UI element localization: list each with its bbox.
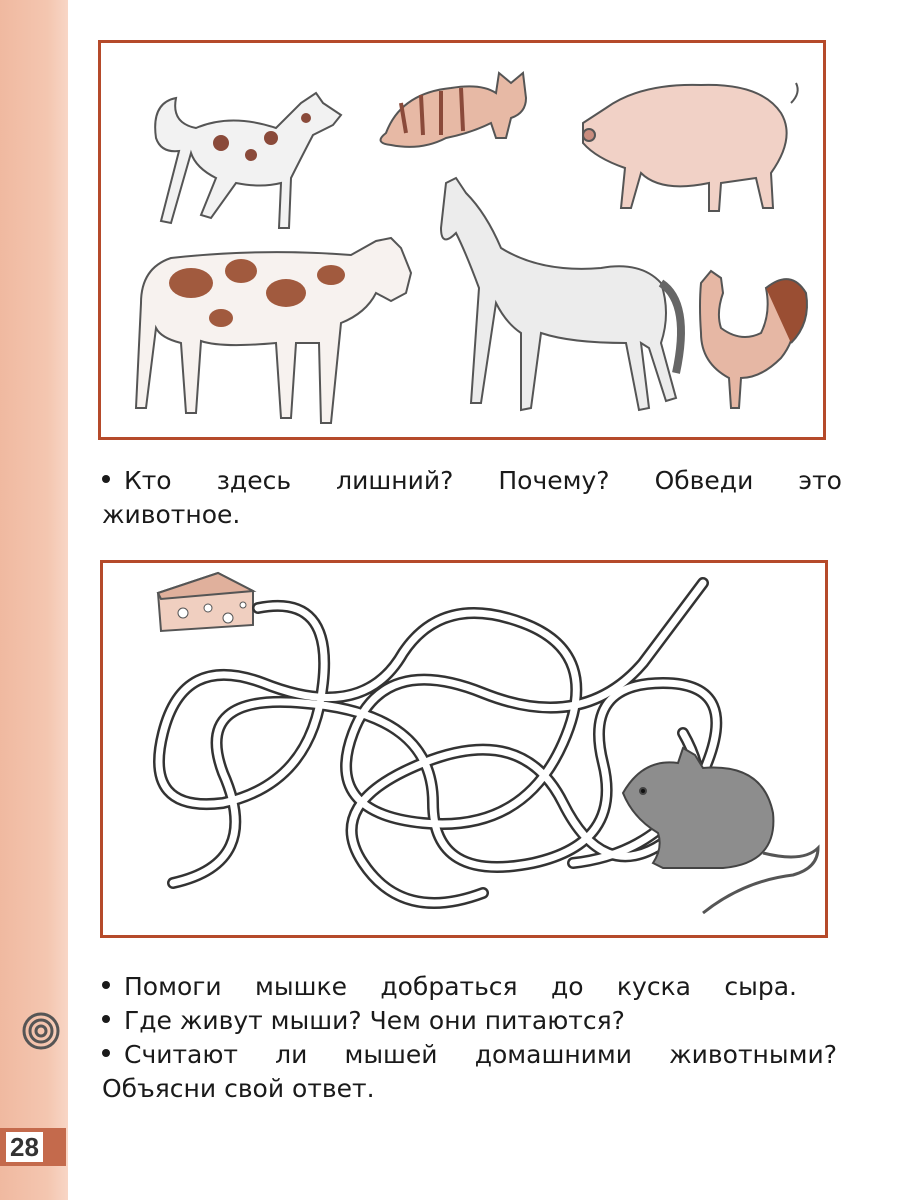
animals-illustration [101, 43, 823, 437]
task-2-line-2-text: Где живут мыши? Чем они питаются? [124, 1006, 625, 1035]
task-1-word-6: это [798, 466, 842, 495]
task-1-word-3: лишний? [336, 466, 454, 495]
task-2-line-3-word-2: ли [275, 1040, 308, 1069]
maze-illustration-frame [100, 560, 828, 938]
animals-illustration-frame [98, 40, 826, 440]
task-2-word-6: сыра. [724, 972, 797, 1001]
task-2-line-4 [102, 1072, 842, 1106]
bullet-icon [102, 981, 110, 989]
task-2-line-3-word-1 [102, 1038, 238, 1072]
task-1-line-2 [102, 498, 842, 532]
task-1-line-1 [102, 464, 842, 498]
task-1-word-4: Почему? [498, 466, 610, 495]
task-2-word-3: добраться [380, 972, 518, 1001]
task-2 [102, 970, 842, 1106]
task-2-line-3 [102, 1038, 837, 1072]
cow-illustration[interactable] [136, 238, 411, 423]
task-2-line-3-word-1-text: Считают [124, 1040, 238, 1069]
task-2-line-2 [102, 1004, 842, 1038]
task-1-word-1 [102, 464, 172, 498]
horse-illustration[interactable] [441, 178, 681, 410]
cat-illustration[interactable] [381, 73, 526, 147]
task-1-word-2: здесь [216, 466, 292, 495]
task-1-word-1-text: Кто [124, 466, 172, 495]
spiral-icon [22, 1012, 60, 1050]
task-2-line-3-word-5: животными? [669, 1040, 837, 1069]
task-2-line-1 [102, 970, 797, 1004]
task-2-line-3-word-4: домашними [474, 1040, 633, 1069]
task-2-line-4-text: Объясни свой ответ. [102, 1074, 375, 1103]
pig-illustration[interactable] [583, 83, 798, 211]
page-number-box [0, 1128, 66, 1166]
task-1 [102, 464, 842, 532]
task-2-word-2: мышке [255, 972, 347, 1001]
bullet-icon [102, 1015, 110, 1023]
bullet-icon [102, 1049, 110, 1057]
rooster-illustration[interactable] [700, 271, 807, 408]
cheese-icon[interactable] [158, 573, 253, 631]
maze-illustration [103, 563, 825, 935]
page-number: 28 [6, 1132, 43, 1162]
bullet-icon [102, 475, 110, 483]
task-2-word-5: куска [616, 972, 691, 1001]
task-1-word-5: Обведи [654, 466, 754, 495]
task-2-line-3-word-3: мышей [344, 1040, 438, 1069]
task-2-word-1 [102, 970, 222, 1004]
task-2-line-2-wrap [102, 1004, 625, 1038]
task-2-word-4: до [550, 972, 584, 1001]
task-2-word-1-text: Помоги [124, 972, 222, 1001]
dog-illustration[interactable] [155, 93, 341, 228]
task-1-line-2-text: животное. [102, 500, 241, 529]
